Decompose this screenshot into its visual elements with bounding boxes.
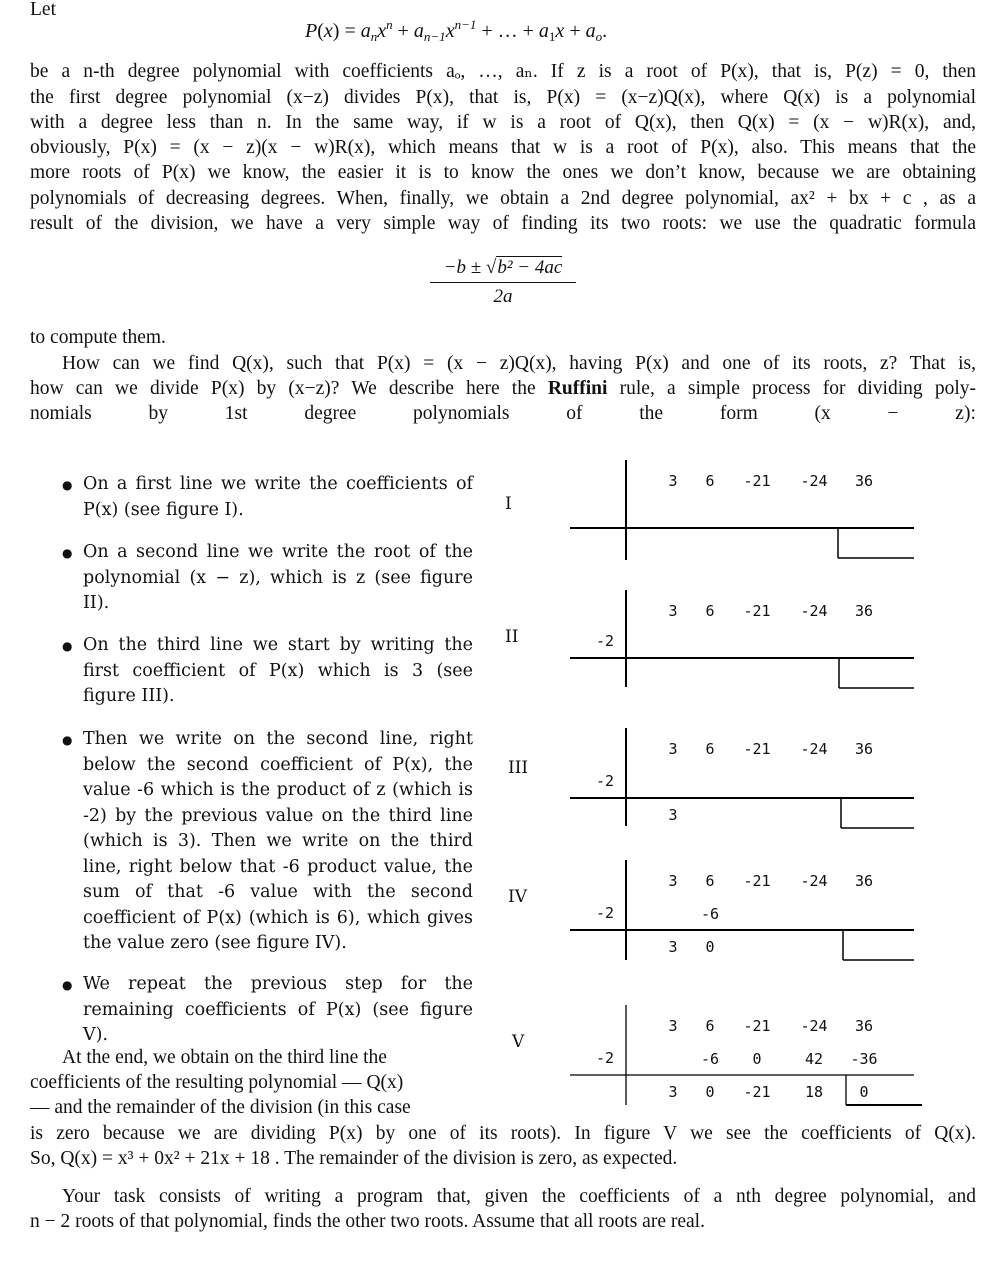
coefficient-cell: -24 <box>800 872 828 890</box>
para1-line: polynomials of decreasing degrees. When, finally, we obtain a 2nd degree polynomial, ax² + bx + c , as a <box>30 188 976 209</box>
quadratic-denominator: 2a <box>493 286 513 307</box>
coefficient-cell: -21 <box>743 472 771 490</box>
para3-line: is zero because we are dividing P(x) by one of its roots). In figure V we see the coefficients of Q(x). <box>30 1123 976 1144</box>
coefficient-cell: 36 <box>854 1017 874 1035</box>
figure-label: IV <box>508 887 527 907</box>
para2-word: nomials <box>30 403 92 424</box>
product-cell: -6 <box>700 905 720 923</box>
coefficient-cell: 6 <box>705 740 715 758</box>
bullet-item: On a second line we write the root of the polynomial (x − z), which is z (see figure II). <box>83 542 473 613</box>
result-cell: 3 <box>668 806 678 824</box>
para2-word: the <box>639 403 664 424</box>
root-value: -2 <box>596 632 615 650</box>
coefficient-cell: 6 <box>705 1017 715 1035</box>
para3-side-line: At the end, we obtain on the third line the <box>62 1047 387 1068</box>
polynomial-definition: $P(x) = a_nx^n + a_{n-1}x^{n-1}$ + … + $a_1x + a_o$. <box>305 17 608 44</box>
bullet-item: Then we write on the second line, right below the second coefficient of P(x), the value -6 which is the product of z (which is -2) by the previous value on the third line (which is 3). Then we write on the third line, right below that -6 product value, the sum of that -6 value with the second coefficient of P(x) (which is 6), which gives the value zero (see figure IV). <box>83 729 473 953</box>
para1-line: more roots of P(x) we know, the easier it is to know the ones we don’t know, because we are obtaining <box>30 162 976 183</box>
coefficient-cell: -21 <box>743 602 771 620</box>
numerator-prefix: −b ± <box>443 257 486 278</box>
para2-to-compute: to compute them. <box>30 327 166 348</box>
coefficient-cell: 36 <box>854 472 874 490</box>
figure-label: V <box>512 1032 525 1052</box>
result-cell: 3 <box>668 938 678 956</box>
para2-line <box>30 376 976 401</box>
coefficient-cell: 6 <box>705 472 715 490</box>
coefficient-cell: 3 <box>668 602 678 620</box>
coefficient-cell: -21 <box>743 1017 771 1035</box>
ruffini-table <box>560 460 940 560</box>
bullet-item: On a first line we write the coefficients of P(x) (see figure I). <box>83 474 473 520</box>
para1-line: be a n-th degree polynomial with coefficients aₒ, …, aₙ. If z is a root of P(x), that is, P(z) = 0, then <box>30 61 976 82</box>
quadratic-formula <box>430 254 576 311</box>
coefficient-cell: -24 <box>800 1017 828 1035</box>
sqrt-sign: √ <box>485 257 497 278</box>
para2-word: degree <box>304 403 357 424</box>
para2-word: (x <box>814 403 831 424</box>
product-cell: 0 <box>752 1050 762 1068</box>
result-cell: -21 <box>743 1083 771 1101</box>
para2-word: polynomials <box>413 403 510 424</box>
para2-word: z): <box>955 403 976 424</box>
coefficient-cell: 3 <box>668 472 678 490</box>
coefficient-cell: -21 <box>743 872 771 890</box>
coefficient-cell: 3 <box>668 740 678 758</box>
coefficient-cell: 3 <box>668 1017 678 1035</box>
para2-line-spread <box>30 401 976 426</box>
root-value: -2 <box>596 904 615 922</box>
product-cell: -6 <box>700 1050 720 1068</box>
coefficient-cell: 6 <box>705 602 715 620</box>
intro-let: Let <box>30 0 56 20</box>
result-cell: 18 <box>804 1083 824 1101</box>
para1-line: the first degree polynomial (x−z) divides P(x), that is, P(x) = (x−z)Q(x), where Q(x) is a polynomial <box>30 87 976 108</box>
ruffini-table <box>560 1005 940 1105</box>
result-cell: 0 <box>705 1083 715 1101</box>
coefficient-cell: -24 <box>800 602 828 620</box>
result-cell: 0 <box>859 1083 869 1101</box>
para3-line: So, Q(x) = x³ + 0x² + 21x + 18 . The remainder of the division is zero, as expected. <box>30 1148 678 1169</box>
para2-word: by <box>148 403 169 424</box>
ruffini-table <box>560 590 940 687</box>
para2-text: how can we divide P(x) by (x−z)? We describe here the <box>30 378 548 399</box>
bullet-item: We repeat the previous step for the remaining coefficients of P(x) (see figure V). <box>83 974 473 1045</box>
ruffini-table <box>560 728 940 826</box>
para3-side-line: coefficients of the resulting polynomial — Q(x) <box>30 1072 404 1093</box>
bullet-item: On the third line we start by writing the first coefficient of P(x) which is 3 (see figure III). <box>83 635 473 706</box>
bullet-dot: ● <box>62 478 73 492</box>
coefficient-cell: -24 <box>800 740 828 758</box>
coefficient-cell: 6 <box>705 872 715 890</box>
coefficient-cell: -24 <box>800 472 828 490</box>
figure-label: I <box>505 494 512 514</box>
coefficient-cell: 3 <box>668 872 678 890</box>
product-cell: -36 <box>850 1050 878 1068</box>
coefficient-cell: -21 <box>743 740 771 758</box>
para2-line: How can we find Q(x), such that P(x) = (x − z)Q(x), having P(x) and one of its roots, z? That is, <box>62 353 976 374</box>
figure-label: II <box>505 627 519 647</box>
bullet-dot: ● <box>62 639 73 653</box>
coefficient-cell: 36 <box>854 740 874 758</box>
quadratic-numerator <box>430 254 576 283</box>
root-value: -2 <box>596 772 615 790</box>
coefficient-cell: 36 <box>854 872 874 890</box>
para4-line: n − 2 roots of that polynomial, finds the other two roots. Assume that all roots are real. <box>30 1211 705 1232</box>
radicand: b² − 4ac <box>497 257 563 278</box>
result-cell: 3 <box>668 1083 678 1101</box>
para2-word: form <box>719 403 758 424</box>
para4-line: Your task consists of writing a program that, given the coefficients of a nth degree polynomial, and <box>62 1186 976 1207</box>
bullet-dot: ● <box>62 978 73 992</box>
coefficient-cell: 36 <box>854 602 874 620</box>
ruffini-term: Ruffini <box>547 378 608 399</box>
para2-text: rule, a simple process for dividing poly- <box>607 378 976 399</box>
para3-side-line: — and the remainder of the division (in this case <box>30 1097 411 1118</box>
ruffini-table <box>560 860 940 960</box>
root-value: -2 <box>596 1049 615 1067</box>
para1-line: with a degree less than n. In the same way, if w is a root of Q(x), then Q(x) = (x − w)R(x), and, <box>30 112 976 133</box>
para2-word: − <box>887 403 899 424</box>
bullet-dot: ● <box>62 546 73 560</box>
figure-label: III <box>508 758 529 778</box>
para2-word: 1st <box>224 403 248 424</box>
para1-line: obviously, P(x) = (x − z)(x − w)R(x), which means that w is a root of P(x), also. This means that the <box>30 137 976 158</box>
para2-word: of <box>566 403 583 424</box>
product-cell: 42 <box>804 1050 824 1068</box>
para1-line: result of the division, we have a very simple way of finding its two roots: we use the quadratic formula <box>30 213 976 234</box>
result-cell: 0 <box>705 938 715 956</box>
bullet-dot: ● <box>62 733 73 747</box>
